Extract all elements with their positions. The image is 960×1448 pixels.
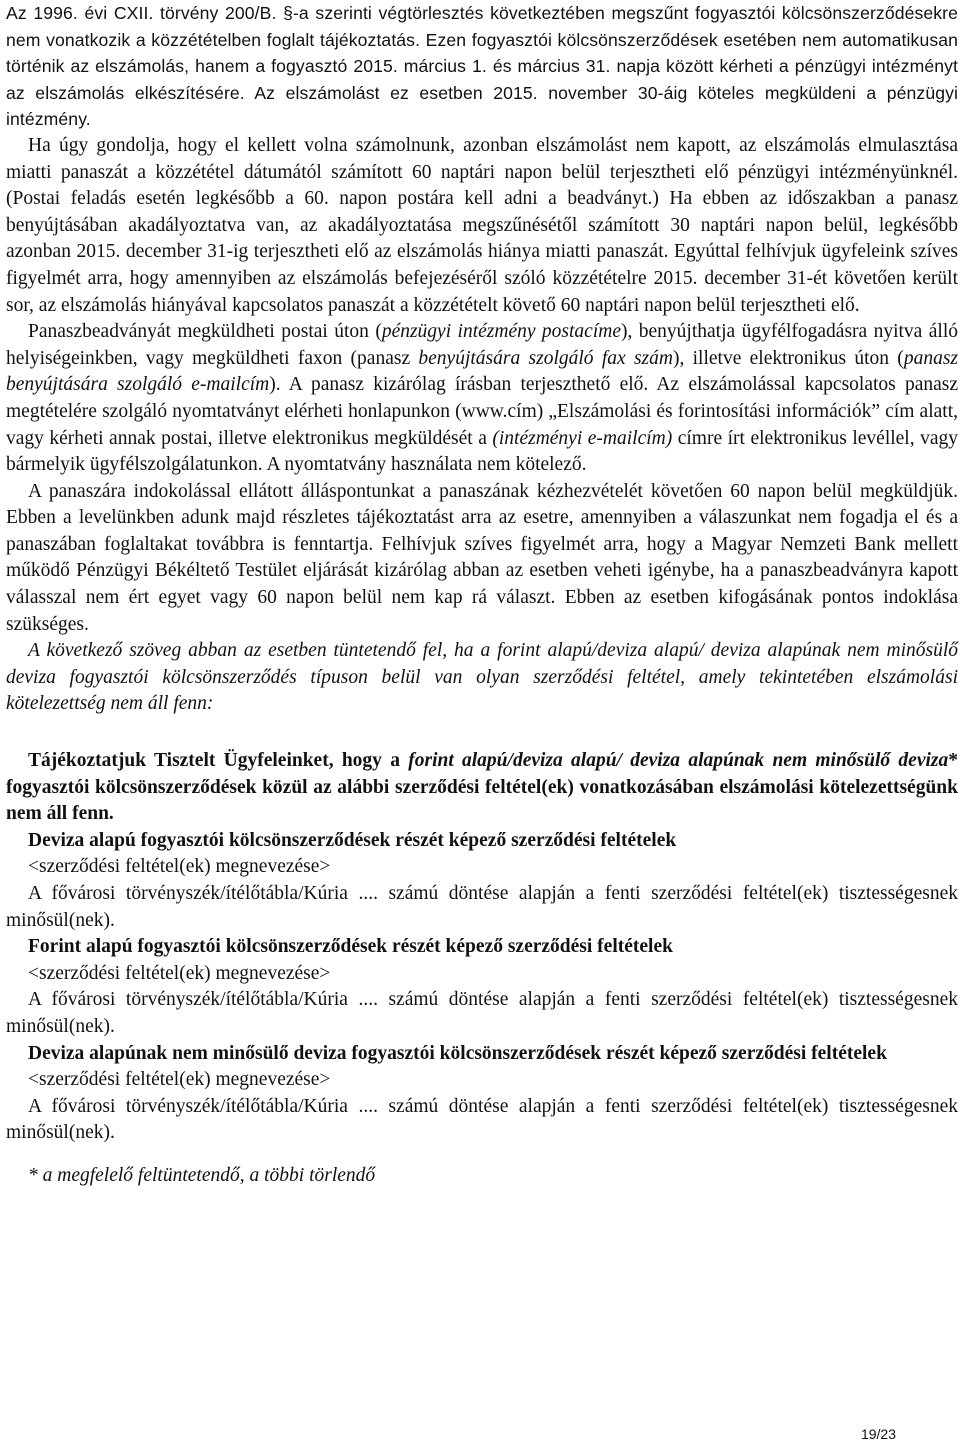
channels-text-5: címre írt elektronikus levéllel, vagy bármelyik ügyfélszolgálatunkon. A nyomtatvány használata nem kötelező.	[6, 427, 958, 476]
block-3-heading-text: Deviza alapúnak nem minősülő deviza fogyasztói kölcsönszerződések részét képező szerződési feltételek	[28, 1042, 887, 1064]
footnote	[6, 1163, 958, 1190]
paragraph-instruction	[6, 638, 958, 718]
instruction-text-1: A következő szöveg abban az esetben tüntetendő fel, ha a forint alapú/deviza alapú/ deviza alapúnak nem minősülő deviza fogyasztói kölcsönszerződés típuson belül van olyan szerződési feltétel, amely tek	[6, 640, 958, 688]
channels-text-3: ), illetve elektronikus úton (	[672, 347, 904, 369]
notice-text-1: Tájékoztatjuk Tisztelt Ügyfeleinket, hogy a	[28, 750, 409, 772]
notice-text-2: * fogyasztói kölcsönszerződések közül az alábbi szerződési feltétel(ek) vonatkozásában elszámolási kötelezettségünk nem áll fenn.	[6, 750, 958, 825]
channels-institution-email: (intézményi e-mailcím)	[492, 427, 673, 449]
channels-fax-number: benyújtására szolgáló fax szám	[418, 347, 673, 369]
paragraph-complaint-deadline-text: Ha úgy gondolja, hogy el kellett volna számolnunk, azonban elszámolást nem kapott, az elszámolás elmulasztása miatti panaszát a közzététel dátumától számított 60 naptári napon belül terjesztheti elő pénzügyi intézményünknél. (Postai feladás esetén legkésőbb a 60. napon postára kell adni a beadványt.) Ha ebben az időszakban a panasz benyújtásában akadályoztatva van, az akadályoztatása megszűnésétől számított 30 naptári napon belül, legkésőbb azonban 2015. december 31-ig terjesztheti elő az elszámolás hiánya miatti panaszát. Egyúttal felhívjuk ügyfeleink szíves figyelmét arra, hogy amennyiben az elszámolás befejezéséről szóló közzétételre 2015. december 31-ét követően került sor, az elszámolás hiányával kapcsolatos panaszát a közzétételt követő 60 naptári napon belül terjesztheti elő.	[6, 134, 958, 316]
channels-text-1: Panaszbeadványát megküldheti postai úton (	[28, 321, 382, 343]
footnote-text: * a megfelelő feltüntetendő, a többi törlendő	[28, 1164, 376, 1186]
block-3-placeholder: <szerződési feltétel(ek) megnevezése>	[28, 1069, 331, 1091]
block-2-heading-text: Forint alapú fogyasztói kölcsönszerződések részét képező szerződési feltételek	[28, 936, 673, 958]
channels-text-2b: sz	[393, 347, 419, 369]
paragraph-response	[6, 479, 958, 639]
page-number: 19/23	[860, 1426, 896, 1442]
paragraph-end-repayment-text: Az 1996. évi CXII. törvény 200/B. §-a szerinti végtörlesztés következtében megszűnt fogyasztói kölcsönszerződésekre nem vonatkozik a közzétételben foglalt tájékoztatás. Ezen fogyasztói kölcsönszerződések esetében nem automatikusan történik az elszámolás, hanem a fogyasztó 2015. március 1. és március 31. napja között kérheti a pénzügyi intézményt az elszámolás elkészítésére. Az elszámolást ez esetben 2015. november 30-áig köteles megküldeni a pénzügyi intézmény.	[6, 3, 958, 130]
block-1-decision: A fővárosi törvényszék/ítélőtábla/Kúria .... számú döntése alapján a fenti szerződési feltétel(ek) tisztességesnek minősül(nek).	[6, 883, 958, 931]
channels-text-2: ), benyújthatja ügyfélfogadásra nyitva álló helyiségeinkben, vagy megküldheti faxon (pana	[6, 321, 958, 369]
block-2-decision: A fővárosi törvényszék/ítélőtábla/Kúria .... számú döntése alapján a fenti szerződési feltétel(ek) tisztességesnek minősül(nek).	[6, 989, 958, 1037]
notice-loan-types: forint alapú/deviza alapú/ deviza alapúnak nem minősülő deviza	[408, 750, 949, 772]
document-body	[6, 0, 958, 1190]
paragraph-complaint-deadline	[6, 133, 958, 319]
block-3-decision: A fővárosi törvényszék/ítélőtábla/Kúria .... számú döntése alapján a fenti szerződési feltétel(ek) tisztességesnek minősül(nek).	[6, 1095, 958, 1144]
block-2-heading	[6, 934, 958, 961]
paragraph-notice	[6, 748, 958, 828]
instruction-text-2: intetében elszámolási kötelezettség nem áll fenn:	[6, 666, 958, 715]
paragraph-complaint-channels	[6, 319, 958, 479]
spacer	[6, 1147, 958, 1163]
block-1-heading-text: Deviza alapú fogyasztói kölcsönszerződések részét képező szerződési feltételek	[28, 829, 677, 851]
paragraph-end-repayment	[6, 0, 958, 133]
block-3-heading	[6, 1041, 958, 1068]
channels-postal-address: pénzügyi intézmény postacíme	[381, 321, 621, 343]
channels-email: panasz benyújtására szolgáló e-mailcím	[6, 347, 958, 396]
channels-text-4: ). A panasz kizárólag írásban terjeszthető elő. Az elszámolással kapcsolatos panasz megtételére szolgáló nyomtatványt elérheti honlapunkon (www.cím) „Elszámolási és forintosítási információk” cím alatt, vagy kérheti annak postai, illetve elektronikus megküldését a	[6, 374, 959, 449]
block-1-heading	[6, 828, 958, 855]
block-1-placeholder: <szerződési feltétel(ek) megnevezése>	[28, 856, 331, 878]
paragraph-response-text: A panaszára indokolással ellátott álláspontunkat a panaszának kézhezvételét követően 60 napon belül megküldjük. Ebben a levelünkben adunk majd részletes tájékoztatást arra az esetre, amennyiben a válaszunkat nem fogadja el és a panaszában foglaltakat továbbra is fenntartja. Felhívjuk szíves figyelmét arra, hogy a Magyar Nemzeti Bank mellett működő Pénzügyi Békéltető Testület eljárását kizárólag abban az esetben veheti igénybe, ha a panaszbeadványra kapott válasszal nem ért egyet vagy 60 napon belül nem kap rá választ. Ebben az esetben kifogásának pontos indoklása szükséges.	[6, 480, 958, 635]
spacer	[6, 718, 958, 748]
block-2-placeholder: <szerződési feltétel(ek) megnevezése>	[28, 962, 331, 984]
